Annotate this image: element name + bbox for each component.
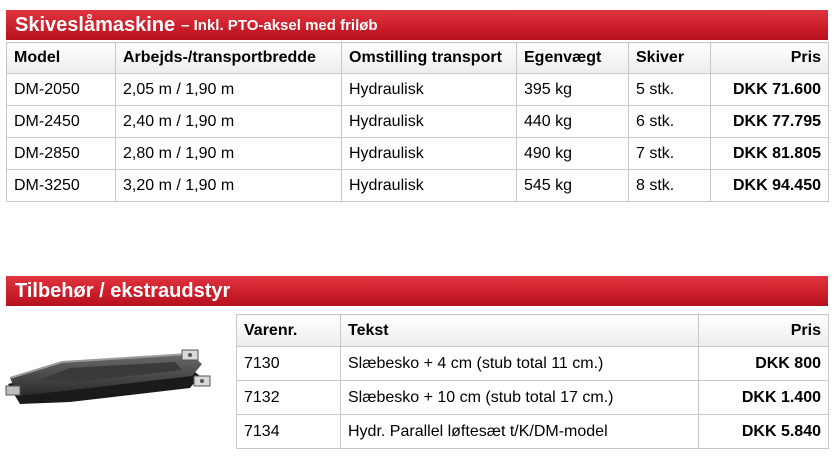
section-title: Tilbehør / ekstraudstyr [15, 279, 231, 302]
cell-model: DM-2850 [7, 138, 116, 170]
col-header-model: Model [7, 43, 116, 74]
col-header-width: Arbejds-/transportbredde [116, 43, 342, 74]
cell-price: DKK 81.805 [711, 138, 829, 170]
accessories-table [236, 314, 829, 449]
cell-discs: 8 stk. [629, 170, 711, 202]
cell-weight: 440 kg [517, 106, 629, 138]
table-row [7, 170, 829, 202]
cell-price: DKK 77.795 [711, 106, 829, 138]
table-row [7, 138, 829, 170]
col-header-item-number: Varenr. [237, 315, 341, 347]
cell-weight: 395 kg [517, 74, 629, 106]
table-row [237, 347, 829, 381]
cell-discs: 5 stk. [629, 74, 711, 106]
cell-model: DM-3250 [7, 170, 116, 202]
cell-item-number: 7132 [237, 381, 341, 415]
table-header-row [237, 315, 829, 347]
section-banner-accessories [6, 276, 828, 306]
cell-price: DKK 800 [699, 347, 829, 381]
cell-model: DM-2450 [7, 106, 116, 138]
cell-price: DKK 5.840 [699, 415, 829, 449]
table-header-row [7, 43, 829, 74]
cell-transport: Hydraulisk [342, 138, 517, 170]
cell-item-number: 7130 [237, 347, 341, 381]
col-header-text: Tekst [341, 315, 699, 347]
col-header-price: Pris [699, 315, 829, 347]
cell-model: DM-2050 [7, 74, 116, 106]
table-row [237, 415, 829, 449]
cell-transport: Hydraulisk [342, 74, 517, 106]
cell-width: 3,20 m / 1,90 m [116, 170, 342, 202]
cell-width: 2,05 m / 1,90 m [116, 74, 342, 106]
cell-transport: Hydraulisk [342, 170, 517, 202]
cell-width: 2,80 m / 1,90 m [116, 138, 342, 170]
cell-price: DKK 71.600 [711, 74, 829, 106]
cell-width: 2,40 m / 1,90 m [116, 106, 342, 138]
table-row [237, 381, 829, 415]
table-row [7, 106, 829, 138]
col-header-transport: Omstilling transport [342, 43, 517, 74]
cell-discs: 7 stk. [629, 138, 711, 170]
cell-price: DKK 94.450 [711, 170, 829, 202]
section-subtitle: – Inkl. PTO-aksel med friløb [181, 16, 378, 34]
cell-price: DKK 1.400 [699, 381, 829, 415]
models-table [6, 42, 829, 202]
col-header-discs: Skiver [629, 43, 711, 74]
cell-discs: 6 stk. [629, 106, 711, 138]
col-header-weight: Egenvægt [517, 43, 629, 74]
table-row [7, 74, 829, 106]
section-title: Skiveslåmaskine [15, 13, 176, 36]
cell-weight: 545 kg [517, 170, 629, 202]
cell-item-number: 7134 [237, 415, 341, 449]
cell-text: Hydr. Parallel løftesæt t/K/DM-model [341, 415, 699, 449]
cell-transport: Hydraulisk [342, 106, 517, 138]
cell-text: Slæbesko + 4 cm (stub total 11 cm.) [341, 347, 699, 381]
cell-text: Slæbesko + 10 cm (stub total 17 cm.) [341, 381, 699, 415]
section-banner-machine [6, 10, 828, 40]
col-header-price: Pris [711, 43, 829, 74]
cell-weight: 490 kg [517, 138, 629, 170]
skid-shoe-icon [0, 342, 226, 412]
